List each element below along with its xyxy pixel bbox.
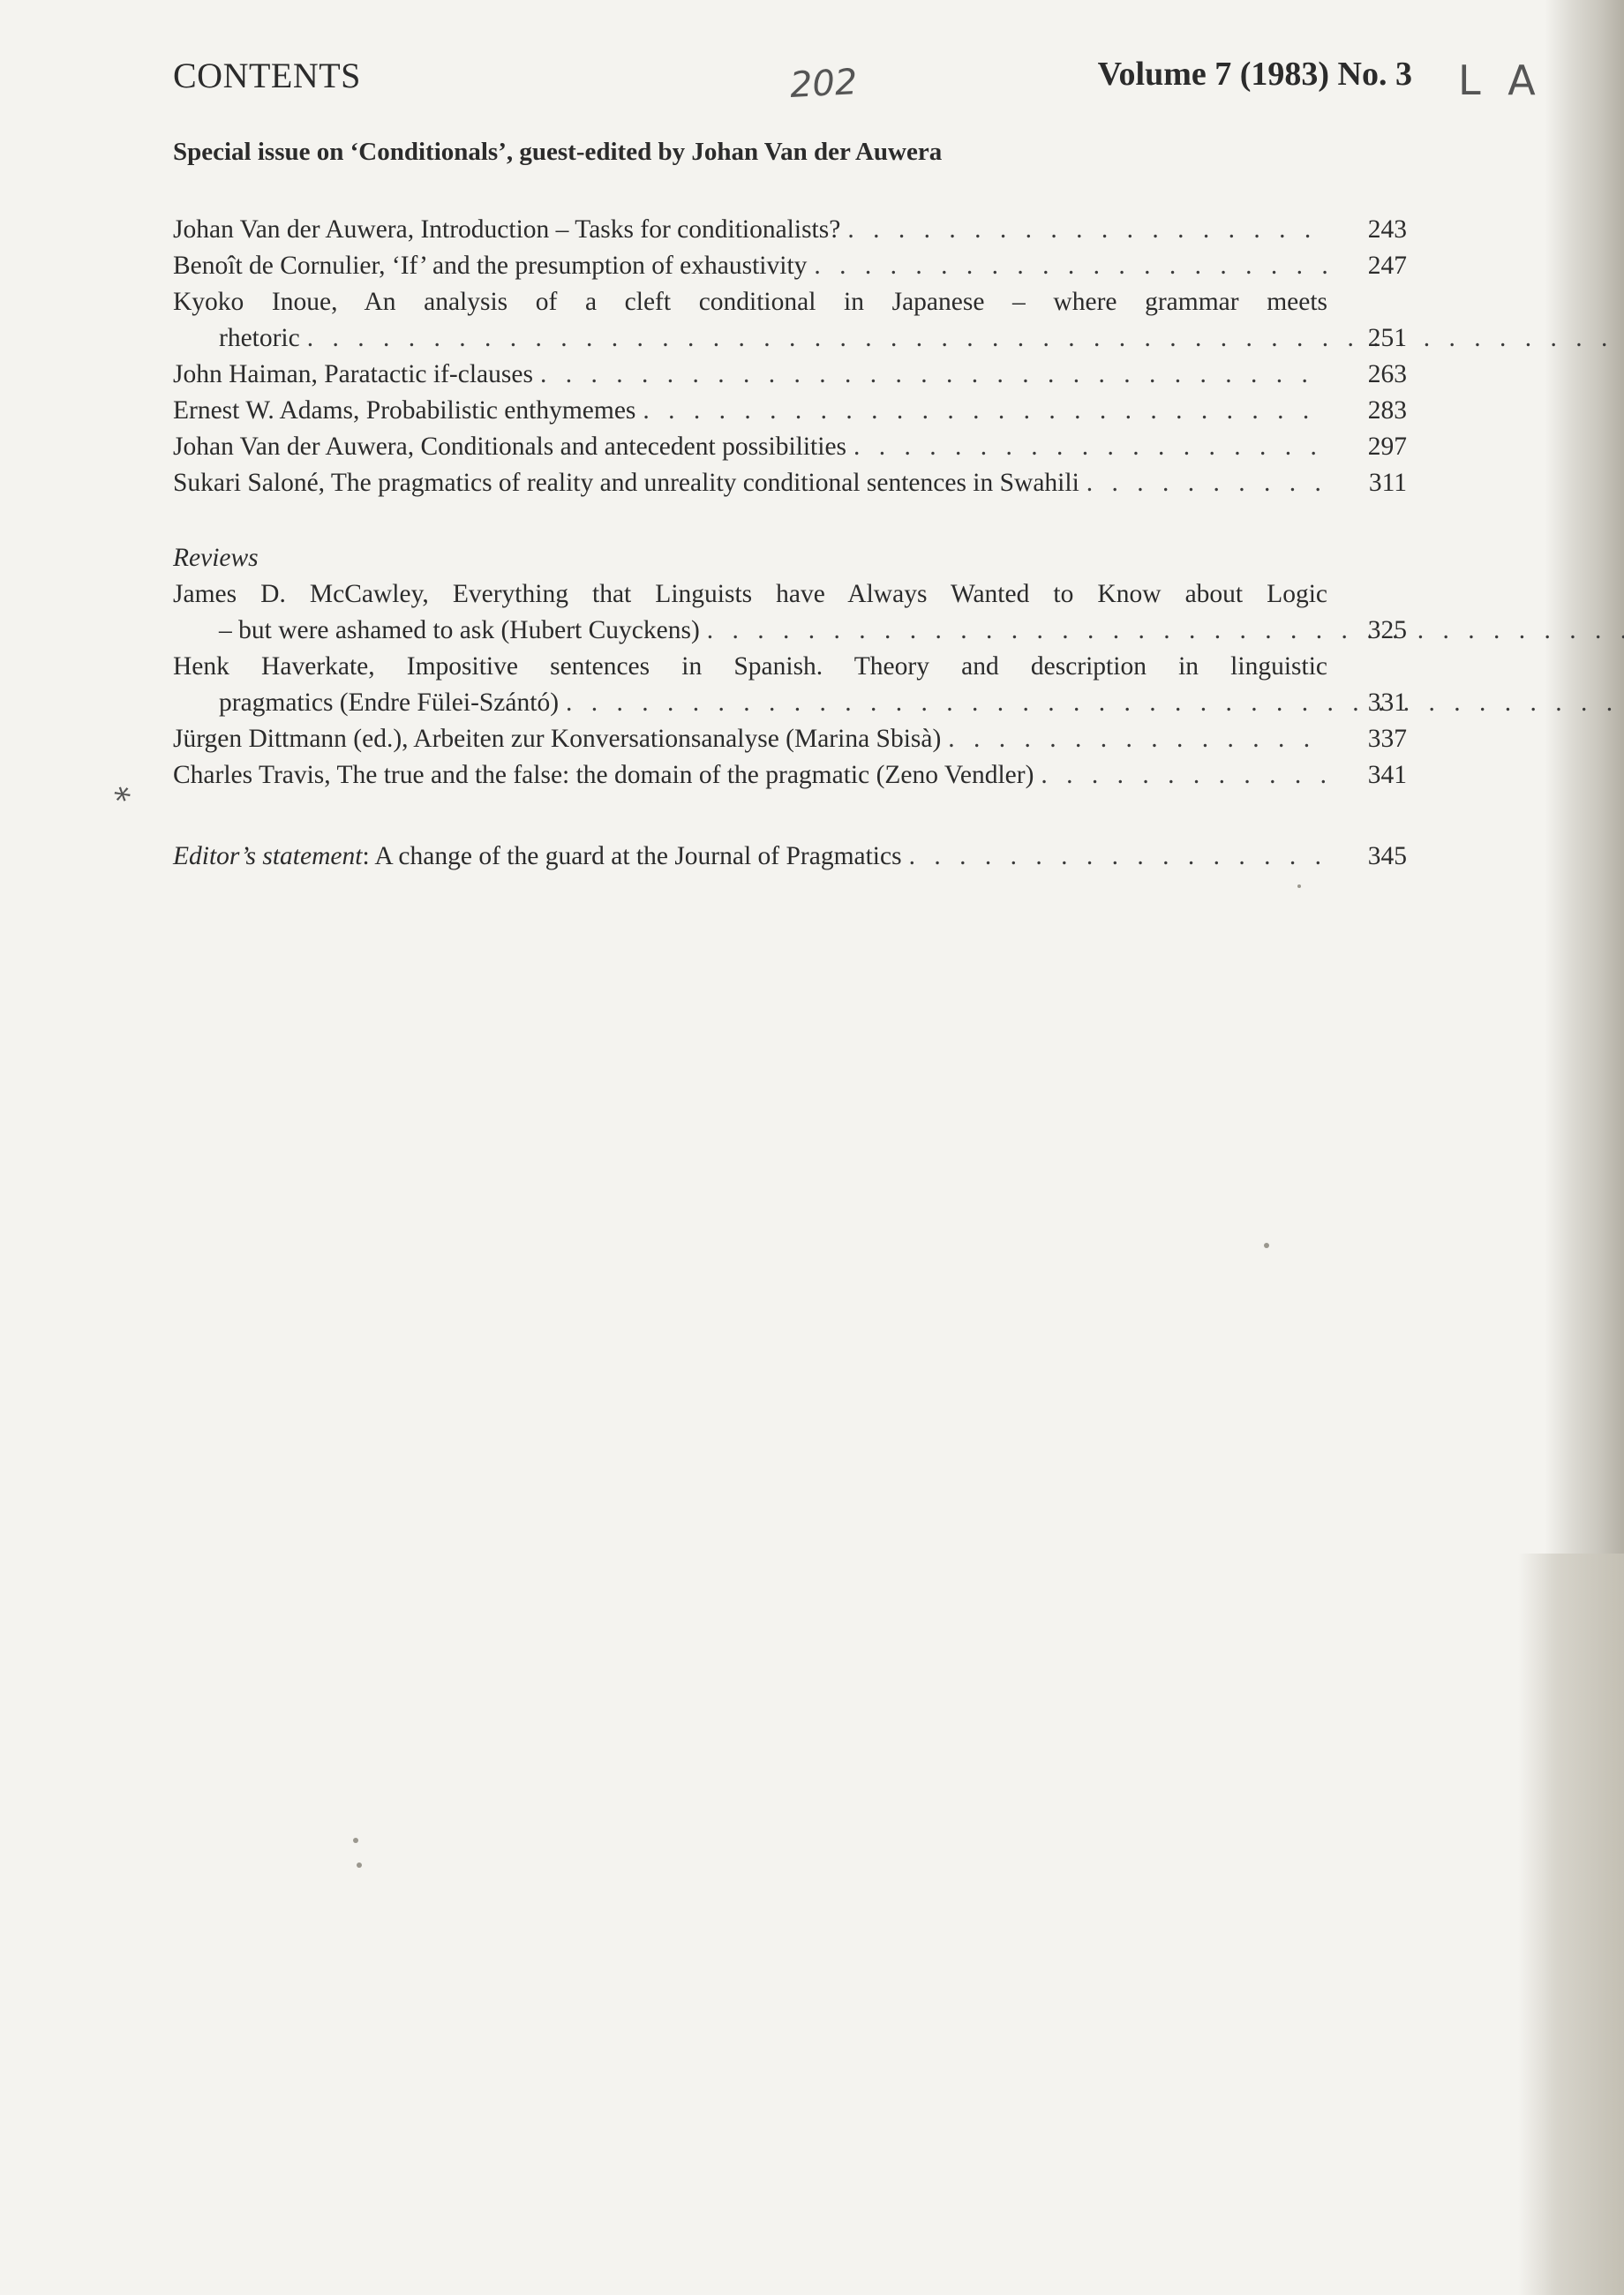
leader-dots: [846, 429, 1327, 465]
entry-title: Johan Van der Auwera, Conditionals and antecedent possibilities: [173, 433, 847, 461]
toc-entry[interactable]: [173, 357, 1414, 393]
toc-entry[interactable]: [173, 284, 1414, 357]
toc-entry[interactable]: [173, 721, 1414, 757]
handwritten-number: 202: [788, 62, 859, 106]
leader-dots: [635, 393, 1327, 429]
entry-title-line2: pragmatics (Endre Fülei-Szántó): [219, 688, 560, 717]
toc-entry[interactable]: [173, 429, 1414, 465]
page-number: 283: [1367, 396, 1407, 425]
leader-dots: [700, 616, 1624, 644]
entry-title: Benoît de Cornulier, ‘If’ and the presumption of exhaustivity: [173, 252, 808, 280]
page-number: 251: [1367, 324, 1407, 352]
entry-title-line1: Henk Haverkate, Impositive sentences in Spanish. Theory and description in linguistic: [173, 652, 1327, 681]
leader-dots: [902, 839, 1327, 875]
toc-entry[interactable]: [173, 212, 1414, 248]
paper-speck: [353, 1838, 358, 1843]
handwritten-initials: L A: [1458, 56, 1543, 104]
leader-dots: [840, 212, 1327, 248]
page-number: 243: [1367, 215, 1407, 244]
page-number: 337: [1367, 725, 1407, 753]
page-number: 325: [1367, 616, 1407, 644]
toc-entry[interactable]: [173, 248, 1414, 284]
page-number: 331: [1367, 688, 1407, 717]
articles-list: [173, 212, 1414, 501]
leader-dots: [559, 688, 1624, 717]
page-number: 345: [1367, 842, 1407, 870]
leader-dots: [1079, 465, 1327, 501]
leader-dots: [533, 357, 1327, 393]
entry-title: Ernest W. Adams, Probabilistic enthymemes: [173, 396, 636, 425]
entry-title: John Haiman, Paratactic if-clauses: [173, 360, 533, 388]
leader-dots: [807, 248, 1327, 284]
editor-statement-label: Editor’s statement: [173, 842, 363, 870]
leader-dots: [1034, 757, 1327, 794]
paper-speck: [357, 1862, 362, 1868]
page-number: 311: [1368, 469, 1407, 497]
page-number: 341: [1367, 761, 1407, 789]
leader-dots: [300, 324, 1624, 352]
toc-entry[interactable]: [173, 576, 1414, 649]
toc-entry[interactable]: [173, 649, 1414, 721]
volume-info: Volume 7 (1983) No. 3: [1097, 56, 1412, 93]
page-number: 247: [1367, 252, 1407, 280]
leader-dots: [941, 721, 1327, 757]
editor-statement: [173, 839, 1414, 875]
paper-speck: [1264, 1243, 1269, 1248]
entry-title-line2: – but were ashamed to ask (Hubert Cuyckens): [219, 616, 700, 644]
paper-speck: [1297, 884, 1301, 888]
entry-title-line2: rhetoric: [219, 324, 300, 352]
entry-title: Sukari Saloné, The pragmatics of reality and unreality conditional sentences in Swahili: [173, 469, 1079, 497]
entry-title-line1: James D. McCawley, Everything that Linguists have Always Wanted to Know about Logic: [173, 580, 1327, 608]
toc-entry[interactable]: [173, 839, 1414, 875]
page-number: 297: [1367, 433, 1407, 461]
binding-edge-lower: [1518, 1554, 1624, 2295]
editor-statement-text: : A change of the guard at the Journal of Pragmatics: [362, 842, 902, 870]
toc-entry[interactable]: [173, 393, 1414, 429]
margin-mark: ⁎: [107, 771, 135, 809]
contents-title: CONTENTS: [173, 56, 361, 95]
toc-entry[interactable]: [173, 465, 1414, 501]
entry-title-line1: Kyoko Inoue, An analysis of a cleft conditional in Japanese – where grammar meets: [173, 288, 1327, 316]
page-number: 263: [1367, 360, 1407, 388]
special-issue-heading: Special issue on ‘Conditionals’, guest-edited by Johan Van der Auwera: [173, 138, 943, 166]
entry-title: Jürgen Dittmann (ed.), Arbeiten zur Konversationsanalyse (Marina Sbisà): [173, 725, 942, 753]
toc-entry[interactable]: [173, 757, 1414, 794]
reviews-list: [173, 540, 1414, 794]
entry-title: Johan Van der Auwera, Introduction – Tasks for conditionalists?: [173, 215, 841, 244]
entry-title: Charles Travis, The true and the false: the domain of the pragmatic (Zeno Vendler): [173, 761, 1034, 789]
reviews-label: Reviews: [173, 544, 259, 572]
